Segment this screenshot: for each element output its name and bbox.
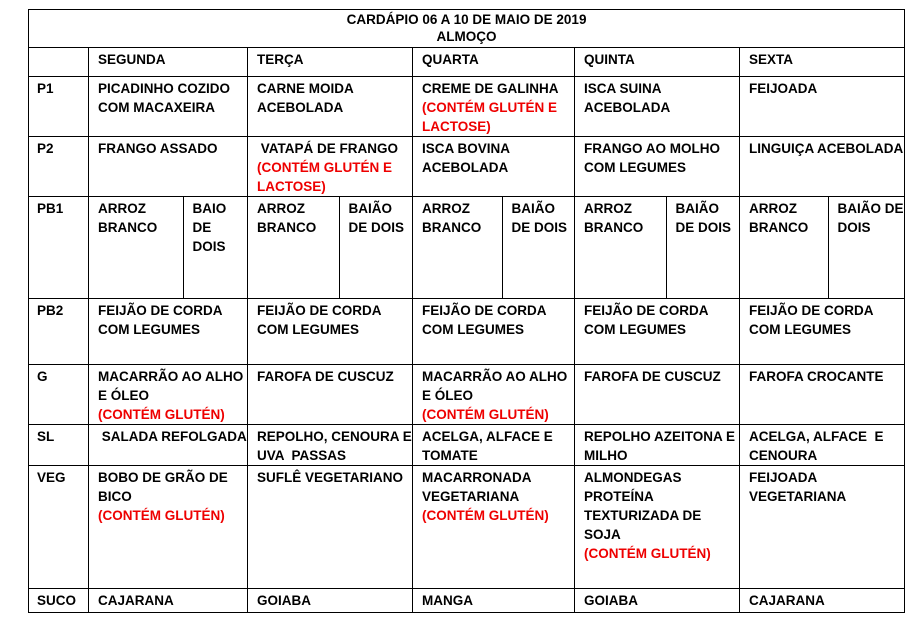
menu-cell	[575, 77, 740, 137]
dish-text: REPOLHO, CENOURA E UVA PASSAS	[257, 429, 416, 463]
dish-text: CAJARANA	[749, 593, 825, 608]
dish-option: BAIÃO DE DOIS	[837, 201, 904, 235]
allergen-warning: (CONTÉM GLUTÉN)	[422, 508, 549, 523]
day-header: QUINTA	[575, 48, 740, 77]
menu-cell	[575, 589, 740, 613]
dish-text: REPOLHO AZEITONA E MILHO	[584, 429, 736, 463]
menu-cell	[740, 77, 905, 137]
row-veg	[29, 466, 905, 589]
dish-text: VATAPÁ DE FRANGO	[257, 141, 398, 156]
dish-text: FEIJÃO DE CORDA COM LEGUMES	[749, 303, 874, 337]
dish-text: CARNE MOIDA ACEBOLADA	[257, 81, 354, 115]
menu-cell	[89, 299, 248, 365]
row-pb2	[29, 299, 905, 365]
dish-text: FEIJÃO DE CORDA COM LEGUMES	[584, 303, 709, 337]
allergen-warning: (CONTÉM GLUTÉN E LACTOSE)	[257, 160, 392, 194]
menu-cell	[413, 137, 575, 197]
menu-subtitle: ALMOÇO	[436, 29, 497, 44]
menu-cell	[248, 365, 413, 425]
menu-cell	[413, 197, 575, 299]
menu-cell	[740, 425, 905, 466]
menu-cell	[740, 589, 905, 613]
dish-text: CREME DE GALINHA	[422, 81, 559, 96]
dish-text: ISCA SUINA ACEBOLADA	[584, 81, 671, 115]
menu-cell	[740, 299, 905, 365]
menu-cell	[89, 197, 248, 299]
dish-text: SUFLÊ VEGETARIANO	[257, 470, 404, 485]
menu-cell	[248, 197, 413, 299]
menu-cell	[89, 466, 248, 589]
day-header: SEGUNDA	[89, 48, 248, 77]
row-suco	[29, 589, 905, 613]
menu-cell	[89, 77, 248, 137]
menu-cell	[89, 425, 248, 466]
menu-cell	[740, 137, 905, 197]
menu-cell	[575, 197, 740, 299]
allergen-warning: (CONTÉM GLUTÉN E LACTOSE)	[422, 100, 557, 134]
dish-option: ARROZ BRANCO	[413, 197, 502, 298]
dish-text: LINGUIÇA ACEBOLADA	[749, 141, 904, 156]
dish-text: FRANGO ASSADO	[98, 141, 218, 156]
menu-cell	[248, 77, 413, 137]
row-pb1	[29, 197, 905, 299]
allergen-warning: (CONTÉM GLUTÉN)	[584, 546, 711, 561]
menu-cell	[575, 299, 740, 365]
menu-cell	[89, 589, 248, 613]
dish-option: BAIÃO DE DOIS	[348, 201, 405, 235]
dish-text: FEIJÃO DE CORDA COM LEGUMES	[98, 303, 223, 337]
row-label: P2	[29, 137, 89, 197]
dish-option: BAIO DE DOIS	[192, 201, 227, 254]
day-header: TERÇA	[248, 48, 413, 77]
menu-title: CARDÁPIO 06 A 10 DE MAIO DE 2019	[346, 12, 587, 27]
menu-cell	[248, 589, 413, 613]
corner-cell	[29, 48, 89, 77]
dish-text: ISCA BOVINA ACEBOLADA	[422, 141, 510, 175]
row-label: SUCO	[29, 589, 89, 613]
dish-text: ACELGA, ALFACE E CENOURA	[749, 429, 888, 463]
row-label: P1	[29, 77, 89, 137]
dish-text: MANGA	[422, 593, 473, 608]
allergen-warning: (CONTÉM GLUTÉN)	[98, 407, 225, 422]
row-label: G	[29, 365, 89, 425]
menu-cell	[740, 197, 905, 299]
dish-text: FEIJOADA VEGETARIANA	[749, 470, 847, 504]
dish-option: ARROZ BRANCO	[89, 197, 183, 298]
row-label: PB1	[29, 197, 89, 299]
dish-option: ARROZ BRANCO	[740, 197, 828, 298]
dish-text: BOBO DE GRÃO DE BICO	[98, 470, 228, 504]
dish-option: ARROZ BRANCO	[248, 197, 339, 298]
menu-cell	[248, 466, 413, 589]
dish-text: FEIJOADA	[749, 81, 818, 96]
menu-cell	[575, 365, 740, 425]
dish-text: ALMONDEGAS PROTEÍNA TEXTURIZADA DE SOJA	[584, 470, 702, 542]
menu-cell	[413, 299, 575, 365]
menu-cell	[248, 299, 413, 365]
dish-text: MACARRONADA VEGETARIANA	[422, 470, 531, 504]
row-p2	[29, 137, 905, 197]
allergen-warning: (CONTÉM GLUTÉN)	[422, 407, 549, 422]
row-sl	[29, 425, 905, 466]
dish-option: ARROZ BRANCO	[575, 197, 666, 298]
menu-cell	[89, 365, 248, 425]
dish-text: FAROFA DE CUSCUZ	[257, 369, 394, 384]
menu-cell	[413, 77, 575, 137]
day-header: SEXTA	[740, 48, 905, 77]
dish-text: FEIJÃO DE CORDA COM LEGUMES	[257, 303, 382, 337]
menu-cell	[89, 137, 248, 197]
menu-cell	[575, 137, 740, 197]
dish-text: SALADA REFOLGADA	[98, 429, 247, 444]
dish-option: BAIÃO DE DOIS	[675, 201, 732, 235]
dish-text: FAROFA DE CUSCUZ	[584, 369, 721, 384]
menu-title-cell	[29, 10, 905, 48]
dish-text: GOIABA	[584, 593, 638, 608]
menu-cell	[413, 589, 575, 613]
dish-text: MACARRÃO AO ALHO E ÓLEO	[422, 369, 568, 403]
menu-table	[28, 9, 905, 613]
dish-text: PICADINHO COZIDO COM MACAXEIRA	[98, 81, 231, 115]
dish-text: ACELGA, ALFACE E TOMATE	[422, 429, 553, 463]
row-label: VEG	[29, 466, 89, 589]
allergen-warning: (CONTÉM GLUTÉN)	[98, 508, 225, 523]
dish-option: BAIÃO DE DOIS	[511, 201, 568, 235]
dish-text: FRANGO AO MOLHO COM LEGUMES	[584, 141, 720, 175]
dish-text: CAJARANA	[98, 593, 174, 608]
menu-cell	[413, 466, 575, 589]
dish-text: FAROFA CROCANTE	[749, 369, 884, 384]
dish-text: MACARRÃO AO ALHO E ÓLEO	[98, 369, 244, 403]
menu-cell	[740, 466, 905, 589]
menu-cell	[575, 466, 740, 589]
menu-cell	[248, 425, 416, 466]
menu-cell	[248, 137, 413, 197]
row-g	[29, 365, 905, 425]
menu-cell	[575, 425, 740, 466]
row-label: PB2	[29, 299, 89, 365]
row-label: SL	[29, 425, 89, 466]
row-p1	[29, 77, 905, 137]
dish-text: GOIABA	[257, 593, 311, 608]
menu-cell	[413, 365, 575, 425]
dish-text: FEIJÃO DE CORDA COM LEGUMES	[422, 303, 547, 337]
menu-cell	[740, 365, 905, 425]
menu-cell	[413, 425, 575, 466]
day-header: QUARTA	[413, 48, 575, 77]
